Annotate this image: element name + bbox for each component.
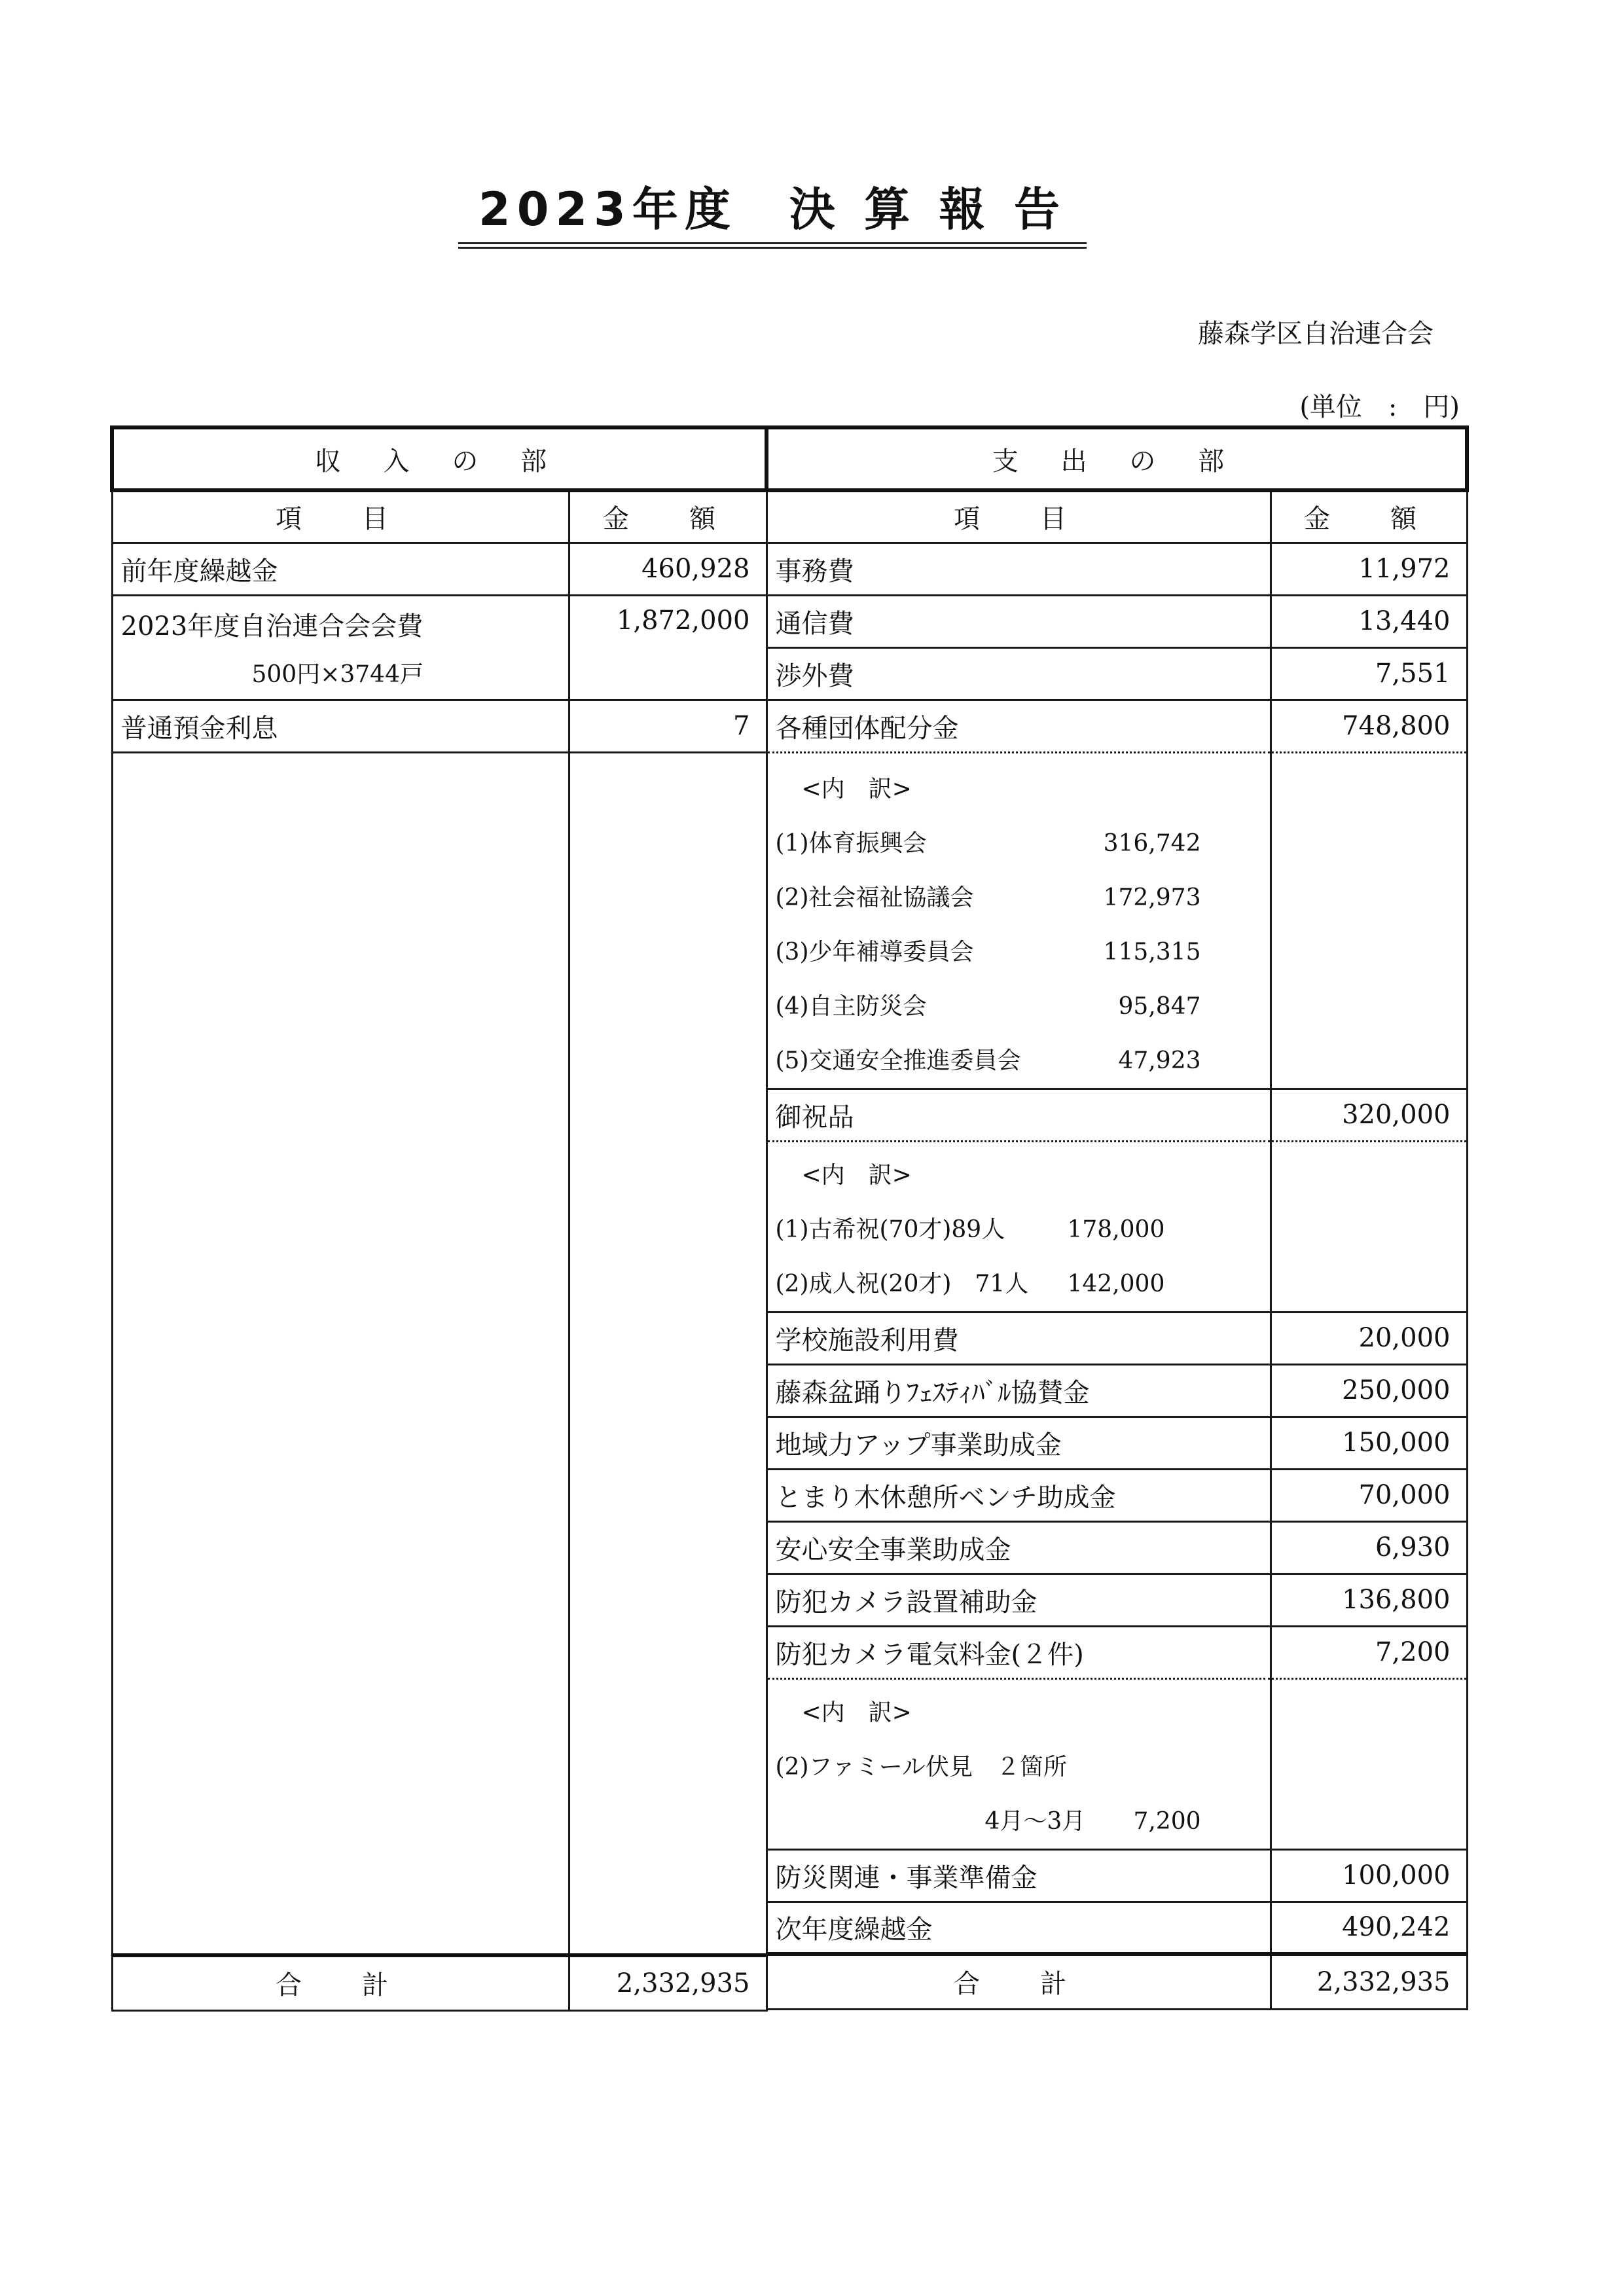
expense-item: 次年度繰越金: [767, 1902, 1271, 1954]
list-item: (4)自主防災会 95,847: [775, 992, 1201, 1020]
expense-item: 防犯カメラ電気料金(２件): [767, 1626, 1271, 1678]
income-item: 普通預金利息: [112, 700, 569, 752]
expense-amount: 136,800: [1271, 1574, 1467, 1626]
expense-item: 渉外費: [767, 647, 1271, 700]
breakdown-label: <内 訳>: [801, 775, 912, 803]
income-total-row: [112, 1955, 767, 2010]
expense-item: 防犯カメラ設置補助金: [767, 1574, 1271, 1626]
table-row: [767, 1089, 1467, 1141]
expense-item: 各種団体配分金: [767, 700, 1271, 752]
table-row: [767, 1849, 1467, 1902]
expense-amount: 100,000: [1271, 1849, 1467, 1902]
expense-amount: 11,972: [1271, 543, 1467, 595]
expense-section-header: 支 出 の 部: [767, 427, 1467, 490]
expense-amount: 7,551: [1271, 647, 1467, 700]
list-item: (1)古希祝(70才)89人 178,000: [775, 1216, 1165, 1243]
table-row: [767, 1417, 1467, 1469]
expense-item: 安心安全事業助成金: [767, 1521, 1271, 1574]
breakdown-groups: [767, 752, 1467, 1089]
expense-amount: 13,440: [1271, 595, 1467, 647]
list-item: (5)交通安全推進委員会 47,923: [775, 1047, 1201, 1074]
breakdown-celebration: [767, 1141, 1467, 1312]
income-item-note: 500円×3744戸: [251, 660, 424, 688]
list-item: (2)成人祝(20才) 71人 142,000: [775, 1270, 1165, 1297]
table-row: [112, 700, 767, 752]
income-amount: 7: [569, 700, 767, 752]
income-item: 前年度繰越金: [112, 543, 569, 595]
expense-amount: 7,200: [1271, 1626, 1467, 1678]
breakdown-label: <内 訳>: [801, 1161, 912, 1189]
table-row: [767, 1312, 1467, 1364]
expense-total-row: [767, 1954, 1467, 2009]
list-item: (3)少年補導委員会 115,315: [775, 938, 1201, 966]
expense-amount: 250,000: [1271, 1364, 1467, 1417]
table-row: [767, 595, 1467, 647]
table-row: [767, 1521, 1467, 1574]
expense-table: [765, 425, 1469, 2010]
breakdown-camera: [767, 1678, 1467, 1849]
expense-amount: 6,930: [1271, 1521, 1467, 1574]
expense-item: 藤森盆踊りﾌｪｽﾃｨﾊﾞﾙ協賛金: [767, 1364, 1271, 1417]
expense-item: 防災関連・事業準備金: [767, 1849, 1271, 1902]
table-row: [767, 1574, 1467, 1626]
organization-name: 藤森学区自治連合会: [1198, 319, 1434, 349]
income-col-amount: 金 額: [569, 490, 767, 543]
table-row: [767, 1902, 1467, 1954]
expense-total-amount: 2,332,935: [1271, 1954, 1467, 2009]
expense-total-label: 合 計: [767, 1954, 1271, 2009]
breakdown-label: <内 訳>: [801, 1699, 912, 1726]
expense-item: 学校施設利用費: [767, 1312, 1271, 1364]
table-row: [767, 700, 1467, 752]
list-item: (2)社会福祉協議会 172,973: [775, 884, 1201, 911]
income-amount: 1,872,000: [569, 595, 767, 700]
expense-col-amount: 金 額: [1271, 490, 1467, 543]
income-total-label: 合 計: [112, 1955, 569, 2010]
expense-item: 御祝品: [767, 1089, 1271, 1141]
income-col-item: 項 目: [112, 490, 569, 543]
expense-item: とまり木休憩所ベンチ助成金: [767, 1469, 1271, 1521]
income-section-header: 収 入 の 部: [112, 427, 767, 490]
income-table: [110, 425, 768, 2012]
page-title: 2023年度 決 算 報 告: [458, 177, 1087, 249]
expense-amount: 490,242: [1271, 1902, 1467, 1954]
table-row: [112, 595, 767, 700]
table-row: [767, 647, 1467, 700]
expense-amount: 150,000: [1271, 1417, 1467, 1469]
table-row: [767, 1469, 1467, 1521]
expense-amount: 320,000: [1271, 1089, 1467, 1141]
expense-amount: 70,000: [1271, 1469, 1467, 1521]
expense-amount: 20,000: [1271, 1312, 1467, 1364]
list-item: (2)ファミール伏見 ２箇所: [775, 1753, 1068, 1780]
expense-col-item: 項 目: [767, 490, 1271, 543]
table-row: [767, 543, 1467, 595]
expense-amount: 748,800: [1271, 700, 1467, 752]
list-item: (1)体育振興会 316,742: [775, 829, 1201, 857]
expense-item: 地域力アップ事業助成金: [767, 1417, 1271, 1469]
expense-item: 事務費: [767, 543, 1271, 595]
list-item: 4月～3月 7,200: [984, 1807, 1201, 1835]
table-row: [112, 543, 767, 595]
unit-label: (単位 : 円): [1299, 392, 1460, 422]
table-row: [767, 1626, 1467, 1678]
income-blank-area: [112, 752, 767, 1955]
income-amount: 460,928: [569, 543, 767, 595]
expense-item: 通信費: [767, 595, 1271, 647]
income-total-amount: 2,332,935: [569, 1955, 767, 2010]
income-item: 2023年度自治連合会会費: [120, 611, 424, 642]
table-row: [767, 1364, 1467, 1417]
